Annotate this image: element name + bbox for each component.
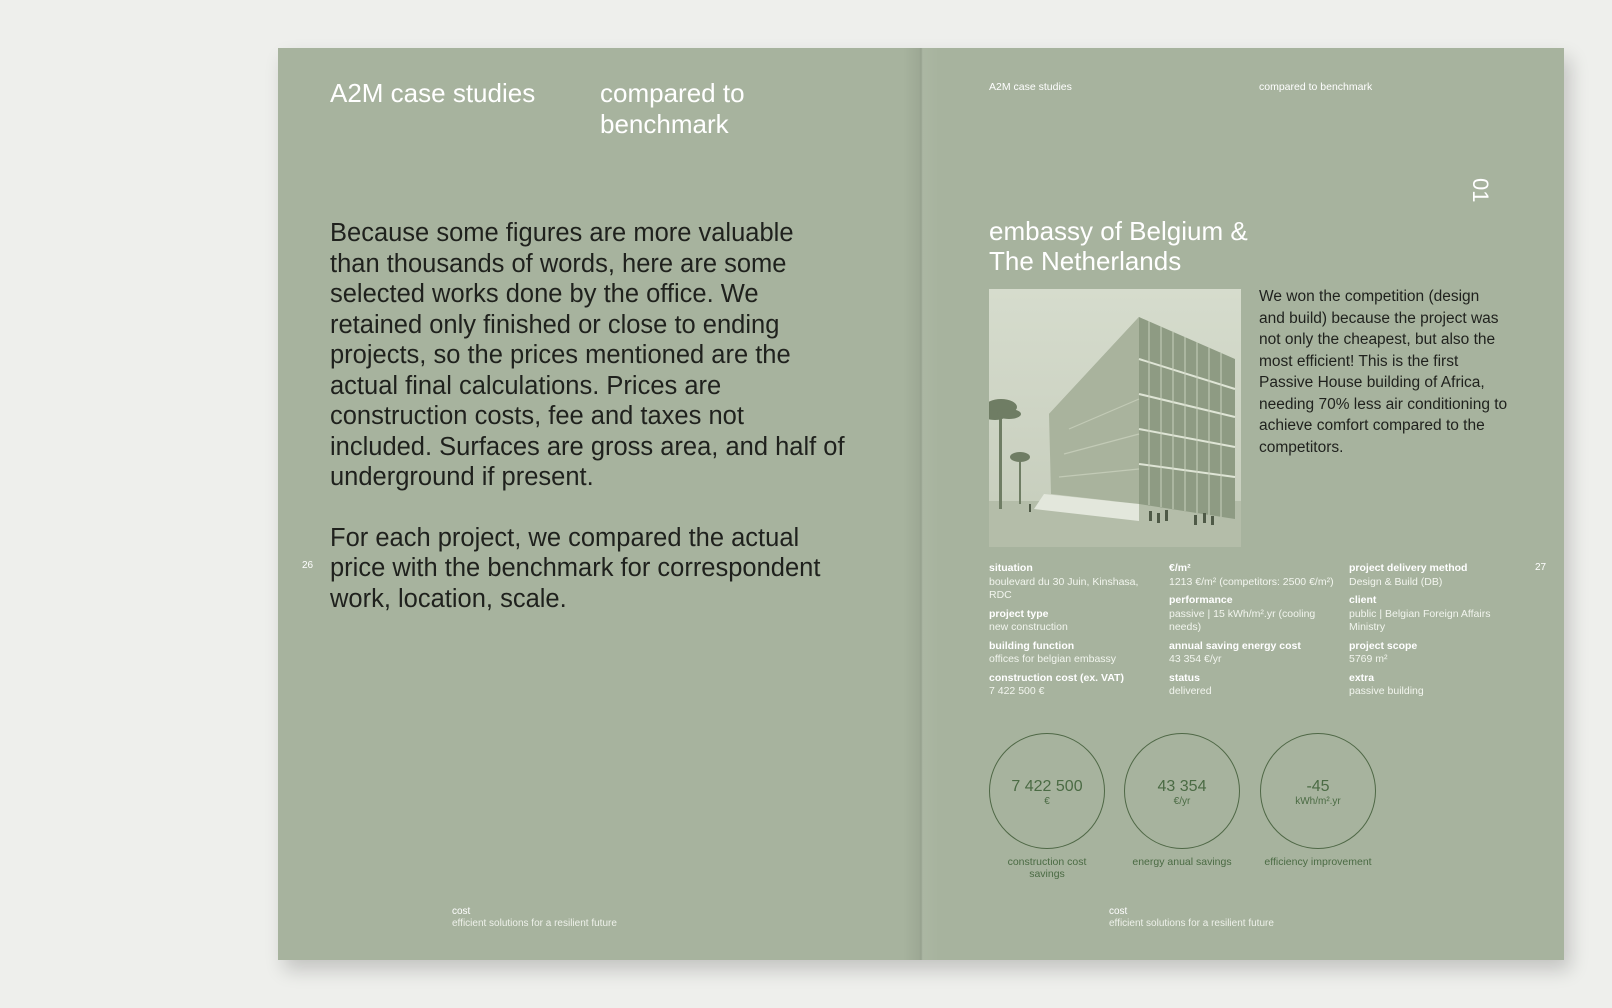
footer [452,906,617,930]
spec-item [1169,562,1344,589]
spec-label: extra [1349,671,1375,684]
spec-label: client [1349,594,1377,606]
spec-value: passive | 15 kWh/m².yr (cooling needs) [1169,607,1316,633]
spec-item [1169,640,1344,667]
spec-item [1349,672,1524,699]
spec-label: building function [989,639,1075,652]
specs-column-1 [989,562,1164,704]
metric-circle [989,733,1105,849]
metric-value: 7 422 500 [1011,778,1083,795]
metric-value: 43 354 [1157,778,1207,795]
left-page [278,48,921,960]
building-photo [989,289,1241,547]
page-number: 26 [302,560,314,571]
footer-title: cost [1109,906,1128,917]
project-description: We won the competition (design and build) because the project was not only the cheapest, but also the most efficient! This is the first Passive House building of Africa, needing 70% less air conditioning to achieve comfort compared to the competitors. [1259,288,1508,456]
spec-label: situation [989,562,1033,574]
chapter-number: 01 [1468,178,1493,203]
spec-item [989,640,1164,667]
project-title: embassy of Belgium & The Netherlands [989,216,1248,276]
spec-value: delivered [1169,685,1212,697]
footer-subtitle: efficient solutions for a resilient future [1109,918,1274,929]
intro-paragraph: For each project, we compared the actual price with the benchmark for correspondent work, location, scale. [330,523,821,613]
metric-label: construction cost savings [1007,856,1087,880]
header-subtitle-small: compared to benchmark [1259,81,1373,93]
spec-value: 7 422 500 € [989,685,1045,697]
intro-paragraph: Because some figures are more valuable than thousands of words, here are some selected works done by the office. We retained only finished or close to ending projects, so the prices mentioned are the actual final calculations. Prices are construction costs, fee and taxes not included. Surfaces are gross area, and half of underground if present. [330,219,845,491]
spec-label: performance [1169,594,1233,606]
spec-item [1349,640,1524,667]
spec-value: public | Belgian Foreign Affairs Ministry [1349,607,1491,633]
spec-label: project type [989,607,1049,620]
spec-label: construction cost (ex. VAT) [989,671,1124,684]
header-title: A2M case studies [330,78,536,108]
brochure-spread [278,48,1564,960]
spec-item [1349,562,1524,589]
spec-value: boulevard du 30 Juin, Kinshasa, RDC [989,575,1139,601]
spec-value: passive building [1349,685,1424,697]
spec-value: Design & Build (DB) [1349,575,1443,588]
metric-label: efficiency improvement [1264,856,1372,868]
page-number: 27 [1535,562,1547,573]
spec-label: €/m² [1169,562,1191,574]
spec-item [989,608,1164,635]
spec-item [1349,594,1524,635]
right-page [921,48,1564,960]
spec-item [1169,594,1344,635]
metric-unit: € [1044,796,1050,807]
spec-label: project delivery method [1349,562,1468,574]
spec-value: 1213 €/m² (competitors: 2500 €/m²) [1169,575,1334,588]
spec-item [1169,672,1344,699]
metric-value: -45 [1306,778,1330,795]
spec-label: annual saving energy cost [1169,639,1301,652]
spec-value: new construction [989,621,1068,633]
footer-title: cost [452,906,471,917]
intro-text [330,218,850,614]
embassy-building-image [989,289,1241,547]
spec-item [989,562,1164,603]
metric-label: energy anual savings [1132,856,1232,868]
metric-unit: €/yr [1173,796,1191,807]
metric-unit: kWh/m².yr [1295,796,1341,807]
spec-value: 5769 m² [1349,653,1388,665]
spec-label: project scope [1349,639,1418,652]
footer-subtitle: efficient solutions for a resilient future [452,918,617,929]
metric-circle [1124,733,1240,849]
specs-column-3 [1349,562,1524,704]
footer [1109,906,1274,930]
spec-item [989,672,1164,699]
metric-circle [1260,733,1376,849]
spec-label: status [1169,671,1200,684]
header-title-small: A2M case studies [989,81,1072,93]
spec-value: offices for belgian embassy [989,653,1117,665]
specs-column-2 [1169,562,1344,704]
spec-value: 43 354 €/yr [1169,653,1222,665]
header-subtitle: compared to benchmark [600,78,745,139]
